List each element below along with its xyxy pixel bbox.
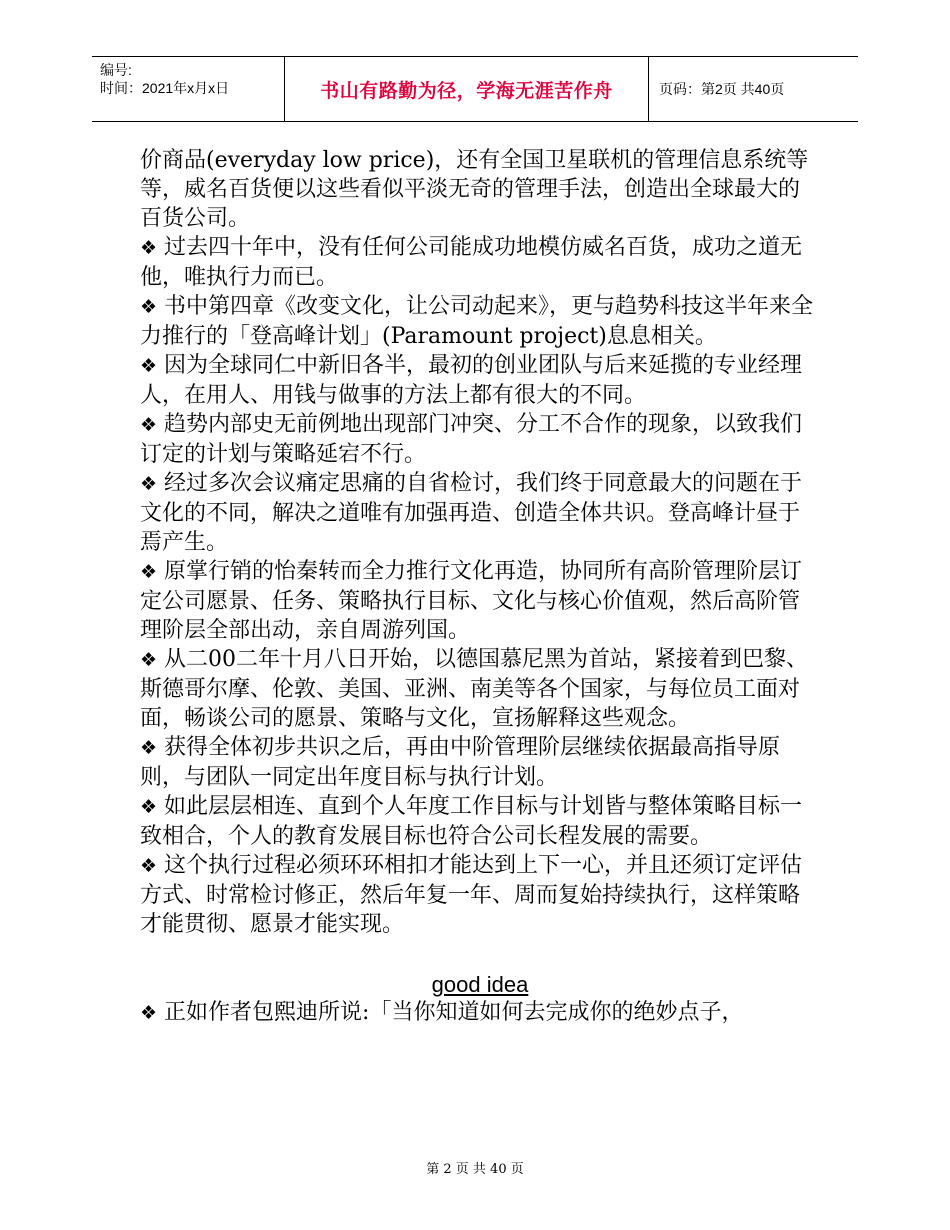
paragraph-text: 经过多次会议痛定思痛的自省检讨，我们终于同意最大的问题在于文化的不同，解决之道唯有加强再造、创造全体共识。登高峰计昼于焉产生。 (140, 471, 803, 555)
paragraph (140, 146, 820, 233)
bullet-icon: ❖ (140, 414, 158, 436)
paragraph (140, 792, 820, 851)
body-text (140, 146, 820, 1028)
bullet-icon: ❖ (140, 473, 158, 495)
header-page-info: 页码：第2页 共40页 (659, 81, 785, 97)
paragraph-text: 因为全球同仁中新旧各半，最初的创业团队与后来延揽的专业经理人，在用人、用钱与做事的方法上都有很大的不同。 (140, 353, 803, 408)
bullet-icon: ❖ (140, 561, 158, 583)
final-paragraph (140, 998, 820, 1028)
header-meta (92, 57, 285, 121)
header-number-label: 编号: (100, 62, 132, 78)
header-time-label: 时间：2021年x月x日 (100, 80, 230, 96)
paragraph (140, 292, 820, 351)
header-motto-cell (285, 57, 649, 121)
page-footer: 第 2 页 共 40 页 (426, 1162, 524, 1177)
header-motto: 书山有路勤为径，学海无涯苦作舟 (320, 79, 613, 102)
paragraph-text: 原掌行销的怡秦转而全力推行文化再造，协同所有高阶管理阶层订定公司愿景、任务、策略执行目标、文化与核心价值观，然后高阶管理阶层全部出动，亲自周游列国。 (140, 559, 803, 643)
paragraph (140, 851, 820, 939)
paragraph (140, 469, 820, 557)
paragraph (140, 351, 820, 410)
bullet-icon: ❖ (140, 649, 158, 671)
bullet-icon: ❖ (140, 737, 158, 759)
paragraph-text: 从二00二年十月八日开始，以德国慕尼黑为首站，紧接着到巴黎、斯德哥尔摩、伦敦、美国、亚洲、南美等各个国家，与每位员工面对面，畅谈公司的愿景、策略与文化，宣扬解释这些观念。 (140, 647, 809, 731)
paragraph (140, 557, 820, 645)
bullet-icon: ❖ (140, 1002, 158, 1024)
paragraph (140, 645, 820, 733)
paragraph-text: 如此层层相连、直到个人年度工作目标与计划皆与整体策略目标一致相合，个人的教育发展目标也符合公司长程发展的需要。 (140, 794, 803, 849)
paragraph (140, 410, 820, 469)
page-header (92, 56, 858, 122)
section-spacer (140, 939, 820, 964)
bullet-icon: ❖ (140, 296, 158, 318)
paragraph-text: 趋势内部史无前例地出现部门冲突、分工不合作的现象，以致我们订定的计划与策略延宕不行。 (140, 412, 803, 467)
bullet-icon: ❖ (140, 355, 158, 377)
paragraph-text: 书中第四章《改变文化，让公司动起来》，更与趋势科技这半年来全力推行的「登高峰计划」(Paramount project)息息相关。 (140, 294, 814, 349)
paragraph (140, 233, 820, 292)
bullet-icon: ❖ (140, 855, 158, 877)
section-title: good idea (431, 972, 529, 997)
bullet-icon: ❖ (140, 237, 158, 259)
paragraph-text: 获得全体初步共识之后，再由中阶管理阶层继续依据最高指导原则，与团队一同定出年度目标与执行计划。 (140, 735, 781, 790)
paragraph-text: 这个执行过程必须环环相扣才能达到上下一心，并且还须订定评估方式、时常检讨修正，然后年复一年、周而复始持续执行，这样策略才能贯彻、愿景才能实现。 (140, 853, 803, 937)
header-page-cell (649, 57, 858, 121)
paragraph-text: 正如作者包熙迪所说:「当你知道如何去完成你的绝妙点子， (164, 1000, 744, 1025)
paragraph-text: 价商品(everyday low price)，还有全国卫星联机的管理信息系统等等，威名百货便以这些看似平淡无奇的管理手法，创造出全球最大的百货公司。 (140, 148, 809, 231)
paragraph (140, 733, 820, 792)
paragraph-text: 过去四十年中，没有任何公司能成功地模仿威名百货，成功之道无他，唯执行力而已。 (140, 235, 803, 290)
paragraph-list (140, 146, 820, 939)
bullet-icon: ❖ (140, 796, 158, 818)
